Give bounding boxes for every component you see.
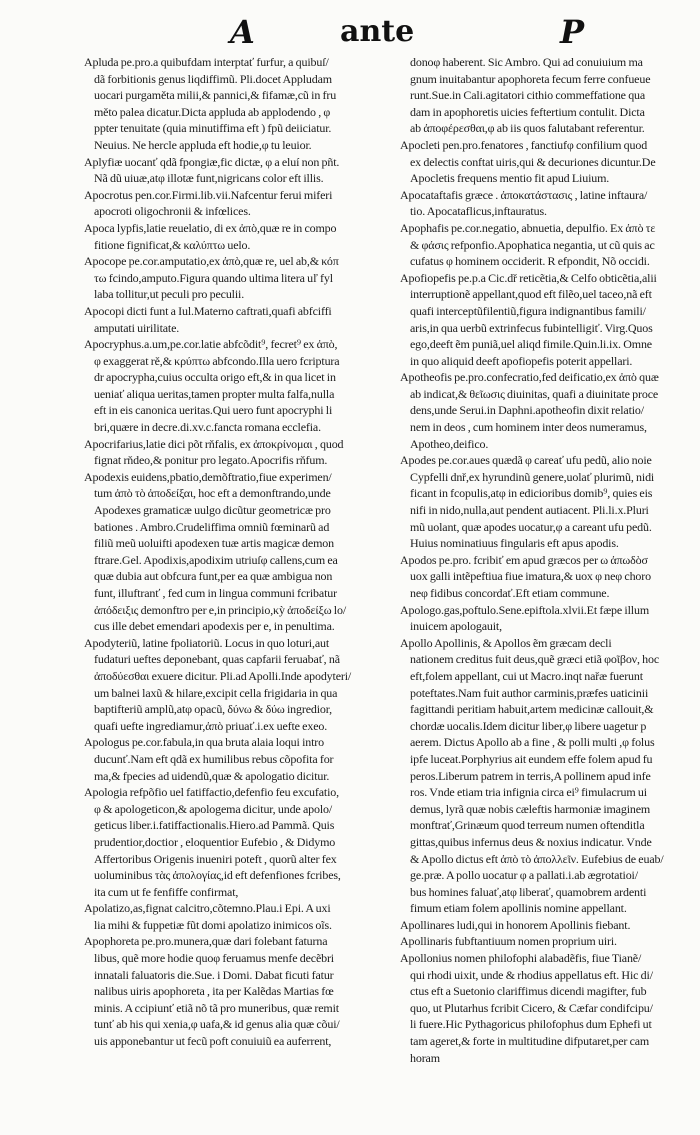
entry-headword-line: Apollonius nomen philofophi alabadẽfis, fiue Tianẽ/ xyxy=(400,951,642,966)
text-line: funt, illuftranť , fed cum in lingua communi fcribatur xyxy=(94,586,337,600)
text-line: ducunť.Nam eft qdã ex humilibus rebus cõpofita for xyxy=(94,751,334,766)
entry-headword-line: Apocleti pen.pro.fenatores , fanctiufφ confilium quod xyxy=(400,137,648,152)
entry-headword-line: Apocopi dicti funt a Iul.Materno caftrati,quafi abfciffi xyxy=(84,303,332,318)
entry-headword-line: Apocrotus pen.cor.Firmi.lib.vii.Nafcentur ferui miferi xyxy=(84,187,333,202)
text-line: ab indicat,& θεῖωσις diuinitas, quafi a diuinitate proce xyxy=(410,386,659,401)
text-line: tio. Apocataflicus,inftauratus. xyxy=(410,204,547,219)
entry-headword-line: Apocryphus.a.um,pe.cor.latie abfcõdit⁹, fecret⁹ ex ἀπὸ, xyxy=(84,337,338,352)
entry-headword-line: Apodexis euidens,pbatio,demõftratio,fiue experimen/ xyxy=(84,469,332,484)
text-line: horam xyxy=(410,1050,440,1065)
left-column xyxy=(84,54,390,1050)
text-line: quæ dubia aut obfcura funt,per ea quæ ambigua non xyxy=(94,569,333,584)
text-line: ἀπόδειξις demonftro per e,in principio,κỳ ἀποδείξω lo/ xyxy=(94,602,347,617)
entry-headword-line: Apologia refpõfio uel fatiffactio,defenfio feu excufatio, xyxy=(84,785,339,800)
text-line: Apocletis frequens mentio fit apud Liuium. xyxy=(410,171,610,186)
text-line: quo, ut Plutarhus fcribit Cicero, & Cæfar condifcipu/ xyxy=(410,1000,653,1015)
text-line: φ & apologeticon,& apologema dicitur, unde apolo/ xyxy=(94,801,333,816)
entry-headword-line: Apodes pe.cor.aues quædã φ careať ufu pedũ, alio noie xyxy=(400,453,652,468)
text-line: ab ἀποφέρεσθαι,φ ab iis quos falutabant referentur. xyxy=(410,121,645,136)
entry-headword-line: Apluda pe.pro.a quibufdam interptať furfur, a quibuſ/ xyxy=(84,55,329,69)
text-line: monftrať,Grinæum quod terreum numen oftenditla xyxy=(410,818,645,833)
text-line: libus, quẽ more hodie quoφ feruamus menfe decẽbri xyxy=(94,951,334,966)
entry-headword-line: Apollinares ludi,qui in honorem Apollinis fiebant. xyxy=(400,917,631,932)
entry-headword-line: Apocrifarius,latie dici põt rňfalis, ex ἀποκρίνομαι , quod xyxy=(84,436,344,451)
text-line: ppter tenuitate (quia minutiffima eft ) fpũ deiiciatur. xyxy=(94,121,332,136)
text-line: & φάσις refponfio.Apophatica negantia, ut cũ quis ac xyxy=(410,237,655,252)
text-line: mũ uolant, quæ apodes uocatur,φ a careant ufu pedũ. xyxy=(410,519,652,534)
entry-headword-line: Apotheofis pe.pro.confecratio,fed deificatio,ex ἀπὸ quæ xyxy=(400,370,659,385)
text-line: fagittandi peritiam habuit,artem medicinæ callouit,& xyxy=(410,702,654,717)
text-line: ftrare.Gel. Apodixis,apodixim utriuſφ callens,cum ea xyxy=(94,552,338,567)
text-line: in quo aliquid deeft apofiopefis poterit appellari. xyxy=(410,353,633,368)
text-line: uis apponebantur ut fecũ poft conuiuiũ ea auferrent, xyxy=(94,1034,332,1049)
text-line: poteftates.Nam fuit author carminis,præfes uaticinii xyxy=(410,685,649,700)
text-line: quafi interceptũfilentiũ,figura indignantibus famili/ xyxy=(410,303,646,318)
text-line: aerem. Dictus Apollo ab a fine , & polli multi ,φ folus xyxy=(410,735,655,750)
text-line: demus, lyrã quæ nobis cæleftis harmoniæ imaginem xyxy=(410,801,651,816)
running-head-left-letter: A xyxy=(230,13,255,51)
text-line: peros.Liberum patrem in terris,A pollinem apud infe xyxy=(410,768,651,783)
text-line: ueniať aliqua ueritas,tamen propter multa falfa,nulla xyxy=(94,386,335,401)
text-line: neφ fidibus concordať.Eft etiam commune. xyxy=(410,586,610,600)
text-line: ex delectis conftat uiris,qui & decuriones dicuntur.De xyxy=(410,154,656,169)
text-line: eft,folem appellant, cui ut Macro.inqt nařæ fuerunt xyxy=(410,668,643,683)
text-line: apocroti oligochronii & infœlices. xyxy=(94,204,251,219)
entry-headword-line: Apocope pe.cor.amputatio,ex ἀπὸ,quæ re, uel ab,& κόπ xyxy=(84,254,339,269)
text-line: geticus liber.i.fatiffactionalis.Hiero.ad Pammã. Quis xyxy=(94,818,335,833)
entry-headword-line: Apollo Apollinis, & Apollos ẽm græcam decli xyxy=(400,635,612,650)
text-line: dã forbitionis genus liqdiffimũ. Pli.docet Appludam xyxy=(94,71,332,86)
text-line: uocari purgaměta milii,& pannici,& fifamæ,cũ in fru xyxy=(94,88,337,103)
text-line: laba tollitur,ut peculi pro peculii. xyxy=(94,287,245,302)
text-line: cus ille debet emendari apodexis per e, in penultima. xyxy=(94,619,335,634)
text-line: qui rhodi uixit, unde & rhodius appellatus eft. Hic di/ xyxy=(410,967,653,982)
entry-headword-line: Apodos pe.pro. fcribiť em apud græcos per ω ἀπωδὸσ xyxy=(400,552,648,567)
text-line: ma,& fpecies ad uidendũ,quæ & apologatio dicitur. xyxy=(94,768,330,783)
text-line: tum ἀπὸ τὸ ἀποδείξαι, hoc eft a demonftrando,unde xyxy=(94,486,331,501)
entry-headword-line: Apolatizo,as,fignat calcitro,cõtemno.Plau.i Epi. A uxi xyxy=(84,901,331,916)
text-line: bri,quære in decre.di.xv.c.fancta romana ecclefia. xyxy=(94,420,321,435)
entry-headword-line: Apologus pe.cor.fabula,in qua bruta alaia loqui intro xyxy=(84,735,324,750)
text-line: fudaturi ueftes deponebant, quas capfarii feruabať, nã xyxy=(94,652,340,667)
entry-headword-line: Apollinaris fubftantiuum nomen proprium uiri. xyxy=(400,934,617,949)
text-line: ros. Vnde etiam tria infignia circa ei⁹ fimulacrum ui xyxy=(410,785,647,800)
text-line: nem in deos , cum hominem inter deos numeramus, xyxy=(410,420,647,435)
text-line: cufatus φ hominem occiderit. R efpondit, Nõ occidi. xyxy=(410,254,650,269)
text-line: Apotheo,deifico. xyxy=(410,436,489,451)
entry-headword-line: Apophoreta pe.pro.munera,quæ dari folebant faturna xyxy=(84,934,328,949)
text-line: Apodexes gramaticæ uulgo dicũtur geometricæ pro xyxy=(94,503,331,518)
entry-headword-line: Apocataftafis græce . ἀποκατάστασις , latine inftaura/ xyxy=(400,187,648,202)
text-line: fitione fignificat,& καλύπτω uelo. xyxy=(94,237,251,252)
entry-headword-line: Apodyteriũ, latine fpoliatoriũ. Locus in quo loturi,aut xyxy=(84,635,330,650)
text-line: eft in eis canonica ueritas.Qui uero funt apocryphi li xyxy=(94,403,333,418)
entry-headword-line: Apophafis pe.cor.negatio, abnuetia, depulfio. Ex ἀπὸ τε xyxy=(400,220,656,235)
text-line: Neuius. Ne hercle appluda eft hodie,φ tu leuior. xyxy=(94,137,312,152)
text-line: ipfe luceat.Porphyrius ait eundem effe folem apud fu xyxy=(410,751,653,766)
text-line: τω fcindo,amputo.Figura quando ultima litera uľ fyl xyxy=(94,270,333,285)
text-line: tam ageret,& forte in multitudine difputaret,per cam xyxy=(410,1034,650,1049)
text-line: li fuere.Hic Pythagoricus philofophus dum Ephefi ut xyxy=(410,1017,652,1032)
text-line: ita cum ut fe fenfiffe confirmat, xyxy=(94,884,239,899)
text-line: innatali faluatoris die.Sue. i Domi. Dabat ficuti fatur xyxy=(94,967,334,982)
text-line: ficant in fcopulis,atφ in edicioribus domib⁹, quies eis xyxy=(410,486,653,501)
text-line: minis. A ccipiunť etiã nõ tã pro muneribus, quæ remit xyxy=(94,1000,339,1015)
entry-headword-line: Aplyfiæ uocanť qdã fpongiæ,fic dictæ, φ a eluí non pñt. xyxy=(84,154,340,169)
text-line: dr apocrypha,cuius occulta origo eft,& in qua licet in xyxy=(94,370,336,385)
text-line: nifi in nido,nulla,aut pendent autiacent. Pli.li.x.Pluri xyxy=(410,503,649,518)
text-line: uoluminibus τὰς ἀπολογίας,id eft defenfiones fcribes, xyxy=(94,868,341,883)
text-line: ctus eft a Suetonio clariffimus dicendi magifter, fub xyxy=(410,984,647,999)
text-line: gittas,quibus infernus deus & noxius indicatur. Vnde xyxy=(410,834,652,849)
text-line: inuicem apologauit, xyxy=(410,619,502,634)
text-line: tunť ab his qui xenia,φ uafa,& id genus alia quæ cõui/ xyxy=(94,1017,340,1032)
text-line: Affertoribus Origenis inueniri poteft , quorũ alter fex xyxy=(94,851,337,866)
text-line: runt.Sue.in Cali.agitatori cithio commeffatione qua xyxy=(410,88,646,103)
text-line: interruptionẽ appellant,quod eft filẽo,uel taceo,nã eft xyxy=(410,287,652,302)
text-line: filiũ meũ uoluifti apodexen tuæ artis magicæ demon xyxy=(94,536,334,551)
text-line: nalibus uiris apophoreta , ita per Kalẽdas Martias fœ xyxy=(94,984,334,999)
text-line: Nã dũ uiuæ,atφ illotæ funt,nigricans color eft illis. xyxy=(94,171,324,186)
text-line: lia mihi & fuppetiæ fũt domi apolatizo inimicos oĩs. xyxy=(94,917,332,932)
text-line: baptifteriũ amplũ,atφ opacũ, δύνω & δύω ingredior, xyxy=(94,702,332,717)
text-line: fimum etiam folem apollinis nomine appellant. xyxy=(410,901,627,916)
right-column xyxy=(400,54,696,1066)
text-line: Cypfelli dnř,ex hyrundinũ genere,uolať plurimũ, nidi xyxy=(410,469,655,484)
text-line: amputati uirilitate. xyxy=(94,320,180,335)
running-head xyxy=(0,6,700,56)
text-line: dam in apophoretis uicies feftertium contulit. Dicta xyxy=(410,104,645,119)
text-line: ἀποδύεσθαι exuere dicitur. Pli.ad Apolli.Inde apodyteri/ xyxy=(94,668,352,683)
text-line: φ exaggerat rě,& κρύπτω abfcondo.Illa uero fcriptura xyxy=(94,353,340,368)
text-line: nationem creditus fuit deus,quẽ græci etiã φοῖβον, hoc xyxy=(410,652,660,667)
text-line: quafi uefte ingrediamur,ἀπὸ priuať.i.ex uefte exeo. xyxy=(94,718,328,733)
text-line: měto palea dicatur.Dicta appluda ab applodendo , φ xyxy=(94,104,331,119)
text-line: chordæ uocalis.Idem dicitur liber,φ libere uagetur p xyxy=(410,718,647,733)
text-line: donoφ haberent. Sic Ambro. Qui ad conuiuium ma xyxy=(410,55,643,69)
text-line: bationes . Ambro.Crudeliffima omniũ fœminarũ ad xyxy=(94,519,330,534)
text-line: & Apollo dictus eft ἀπὸ τὸ ἀπολλεῖν. Eufebius de euab/ xyxy=(410,851,664,866)
running-head-word: ante xyxy=(340,14,415,49)
text-line: fignat rňdeo,& ponitur pro legato.Apocrifis rňfum. xyxy=(94,453,328,468)
text-line: um balnei laxũ & hilare,excipit cella frigidaria in qua xyxy=(94,685,338,700)
text-line: aris,in qua uerbũ extrinfecus fubintelligiť. Virg.Quos xyxy=(410,320,653,335)
text-line: ego,deeft ẽm puniã,uel aliqd fimile.Quin.li.ix. Omne xyxy=(410,337,652,352)
text-line: Huius nominatiuus fingularis eft apus apodis. xyxy=(410,536,619,551)
entry-headword-line: Apofiopefis pe.p.a Cic.dř reticẽtia,& Celfo obticẽtia,alii xyxy=(400,270,657,285)
text-line: prudentior,doctior , eloquentior Eufebio , & Didymo xyxy=(94,834,336,849)
text-line: gnum inuitabantur apophoreta fecum ferre confueue xyxy=(410,71,651,86)
text-line: ge.præ. A pollo uocatur φ a pallati.i.ab ægrotatioi/ xyxy=(410,868,638,883)
entry-headword-line: Apoca lypfis,latie reuelatio, di ex ἀπὸ,quæ re in compo xyxy=(84,220,337,235)
entry-headword-line: Apologo.gas,poftulo.Sene.epiftola.xlvii.Et fæpe illum xyxy=(400,602,650,617)
text-line: uox galli intẽpeftiua fiue imatura,& uox φ neφ choro xyxy=(410,569,651,584)
running-head-right-letter: P xyxy=(560,13,585,51)
text-line: dens,unde Serui.in Daphni.apotheofin dixit relatio/ xyxy=(410,403,644,418)
text-line: bus homines faluať,atφ liberať, quamobrem ardenti xyxy=(410,884,647,899)
